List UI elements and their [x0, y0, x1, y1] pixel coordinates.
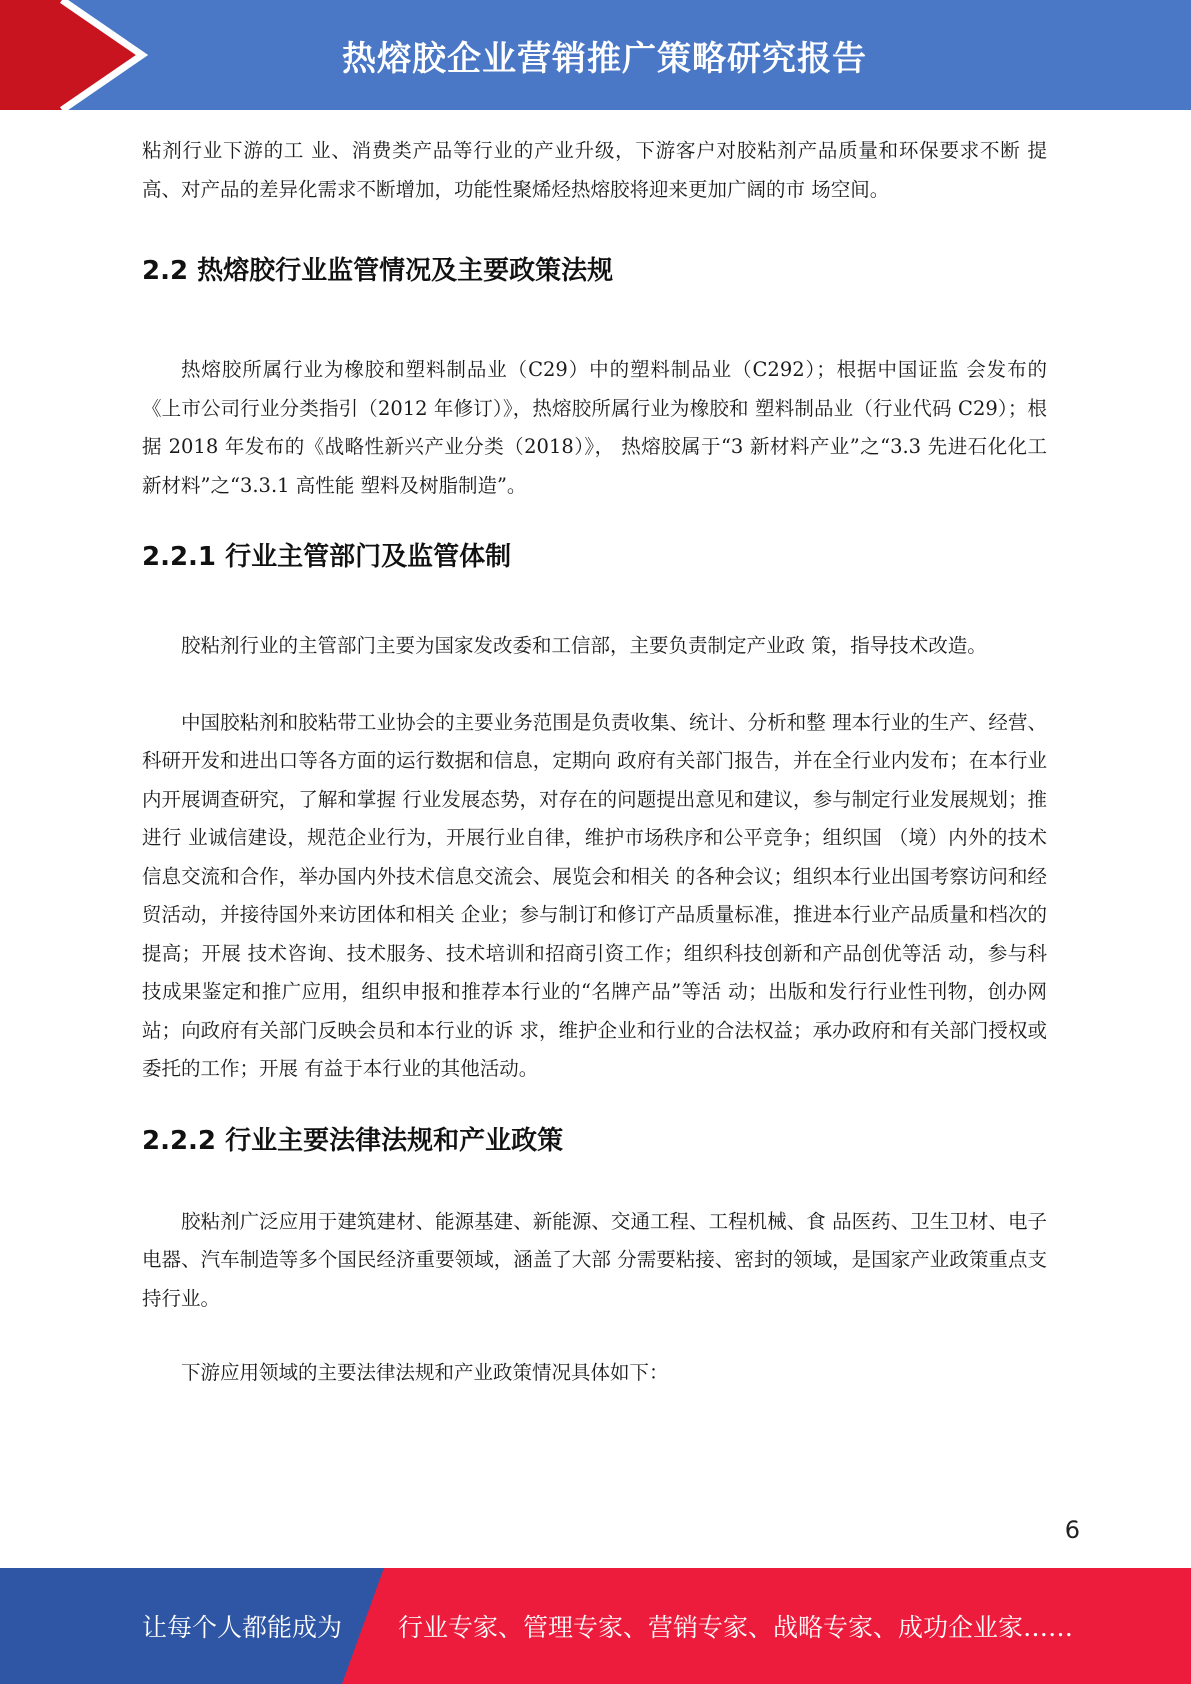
paragraph-2-2-2-b: 下游应用领域的主要法律法规和产业政策情况具体如下： — [181, 1361, 669, 1384]
page-number: 6 — [1064, 1516, 1080, 1544]
paragraph-2-2-2-a: 胶粘剂广泛应用于建筑建材、能源基建、新能源、交通工程、工程机械、食 品医药、卫生卫材、电子电器、汽车制造等多个国民经济重要领域，涵盖了大部 分需要粘接、密封的领域，是国家产业政策重点支持行业。 — [142, 1209, 1047, 1310]
report-title: 热熔胶企业营销推广策略研究报告 — [342, 38, 867, 79]
section-heading-2-2-1: 2.2.1 行业主管部门及监管体制 — [142, 542, 512, 572]
page-header — [0, 0, 1191, 110]
page-footer — [0, 1568, 1191, 1684]
footer-slogan-right: 行业专家、管理专家、营销专家、战略专家、成功企业家…… — [398, 1613, 1074, 1642]
document-body — [142, 132, 1047, 1393]
section-heading-2-2: 2.2 热熔胶行业监管情况及主要政策法规 — [142, 256, 614, 286]
section-heading-2-2-2: 2.2.2 行业主要法律法规和产业政策 — [142, 1125, 564, 1156]
paragraph-2-2-1-a: 胶粘剂行业的主管部门主要为国家发改委和工信部，主要负责制定产业政 策，指导技术改造。 — [181, 634, 987, 657]
footer-slogan-left: 让每个人都能成为 — [142, 1613, 343, 1642]
paragraph-2-2: 热熔胶所属行业为橡胶和塑料制品业（C29）中的塑料制品业（C292）；根据中国证监 会发布的《上市公司行业分类指引（2012 年修订）》，热熔胶所属行业为橡胶和 塑料制品业（行业代码 C29）；根据 2018 年发布的《战略性新兴产业分类（2018）》， 热熔胶属于“3 新材料产业”之“3.3 先进石化化工新材料”之“3.3.1 高性能 塑料及树脂制造”。 — [142, 358, 1047, 497]
intro-paragraph: 粘剂行业下游的工 业、消费类产品等行业的产业升级，下游客户对胶粘剂产品质量和环保要求不断 提高、对产品的差异化需求不断增加，功能性聚烯烃热熔胶将迎来更加广阔的市 场空间。 — [142, 139, 1047, 201]
paragraph-2-2-1-b: 中国胶粘剂和胶粘带工业协会的主要业务范围是负责收集、统计、分析和整 理本行业的生产、经营、科研开发和进出口等各方面的运行数据和信息，定期向 政府有关部门报告，并在全行业内发布；在本行业内开展调查研究，了解和掌握 行业发展态势，对存在的问题提出意见和建议，参与制定行业发展规划；推进行 业诚信建设，规范企业行为，开展行业自律，维护市场秩序和公平竞争；组织国 （境）内外的技术信息交流和合作，举办国内外技术信息交流会、展览会和相关 的各种会议；组织本行业出国考察访问和经贸活动，并接待国外来访团体和相关 企业；参与制订和修订产品质量标准，推进本行业产品质量和档次的提高；开展 技术咨询、技术服务、技术培训和招商引资工作；组织科技创新和产品创优等活 动，参与科技成果鉴定和推广应用，组织申报和推荐本行业的“名牌产品”等活 动；出版和发行行业性刊物，创办网站；向政府有关部门反映会员和本行业的诉 求，维护企业和行业的合法权益；承办政府和有关部门授权或委托的工作；开展 有益于本行业的其他活动。 — [142, 710, 1047, 1080]
